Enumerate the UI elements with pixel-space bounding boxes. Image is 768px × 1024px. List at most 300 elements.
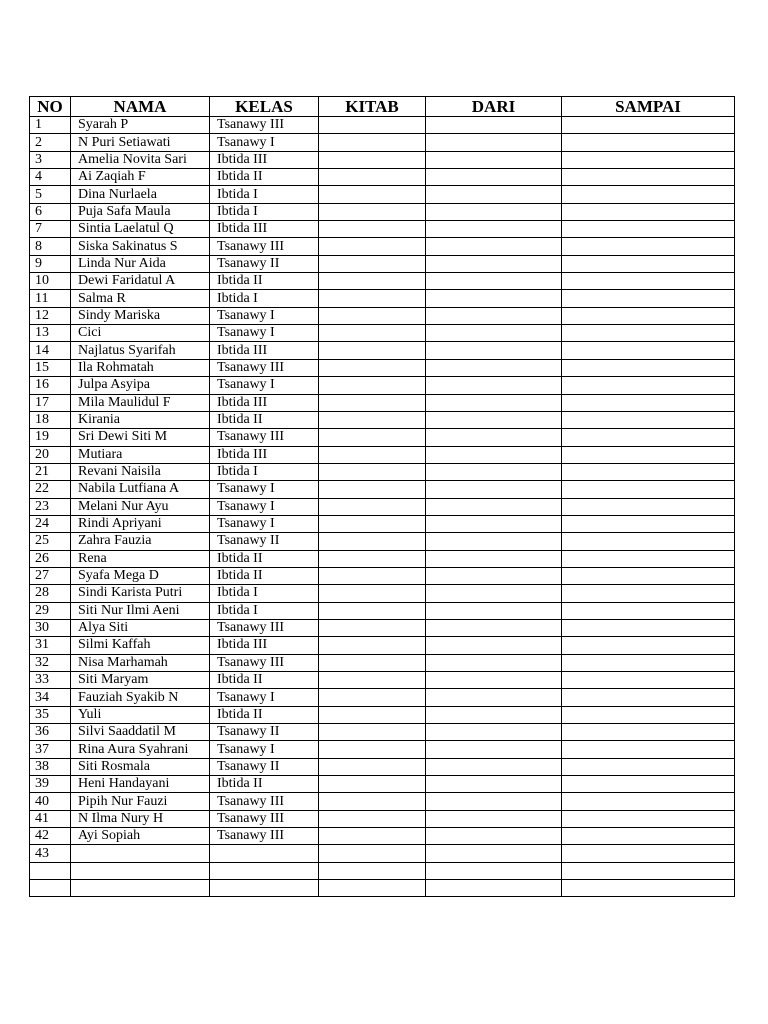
header-nama: NAMA [71, 97, 210, 117]
table-row [30, 724, 735, 741]
cell-kitab [319, 654, 426, 671]
table-row [30, 810, 735, 827]
cell-nama: Sindi Karista Putri [71, 585, 210, 602]
table-row [30, 550, 735, 567]
cell-sampai [562, 585, 735, 602]
cell-no: 22 [30, 481, 71, 498]
cell-kelas: Tsanawy II [210, 255, 319, 272]
cell-kitab [319, 845, 426, 862]
cell-kelas: Ibtida II [210, 411, 319, 428]
cell-sampai [562, 273, 735, 290]
header-no: NO [30, 97, 71, 117]
cell-sampai [562, 446, 735, 463]
table-row [30, 845, 735, 862]
table-row [30, 342, 735, 359]
cell-kitab [319, 567, 426, 584]
cell-nama: Silvi Saaddatil M [71, 724, 210, 741]
cell-kitab [319, 221, 426, 238]
cell-kelas: Ibtida II [210, 550, 319, 567]
cell-dari [426, 134, 562, 151]
cell-kitab [319, 342, 426, 359]
cell-nama [71, 862, 210, 879]
cell-sampai [562, 793, 735, 810]
cell-sampai [562, 706, 735, 723]
cell-no: 41 [30, 810, 71, 827]
table-row [30, 706, 735, 723]
cell-sampai [562, 533, 735, 550]
cell-kitab [319, 602, 426, 619]
cell-no: 30 [30, 619, 71, 636]
table-row [30, 654, 735, 671]
cell-nama: Dewi Faridatul A [71, 273, 210, 290]
table-row [30, 758, 735, 775]
header-dari: DARI [426, 97, 562, 117]
cell-nama: Heni Handayani [71, 776, 210, 793]
cell-no: 16 [30, 377, 71, 394]
cell-no: 3 [30, 151, 71, 168]
cell-kelas: Ibtida III [210, 446, 319, 463]
cell-kelas: Ibtida I [210, 463, 319, 480]
cell-sampai [562, 238, 735, 255]
cell-nama: Siska Sakinatus S [71, 238, 210, 255]
cell-kelas: Tsanawy III [210, 619, 319, 636]
cell-dari [426, 862, 562, 879]
cell-dari [426, 377, 562, 394]
table-row [30, 463, 735, 480]
cell-no: 5 [30, 186, 71, 203]
table-row [30, 411, 735, 428]
cell-dari [426, 550, 562, 567]
cell-dari [426, 429, 562, 446]
cell-dari [426, 724, 562, 741]
cell-nama [71, 845, 210, 862]
cell-sampai [562, 758, 735, 775]
cell-no: 32 [30, 654, 71, 671]
cell-no: 18 [30, 411, 71, 428]
cell-nama: Rindi Apriyani [71, 515, 210, 532]
cell-kelas: Ibtida II [210, 273, 319, 290]
cell-dari [426, 706, 562, 723]
cell-sampai [562, 776, 735, 793]
cell-dari [426, 845, 562, 862]
cell-kelas: Ibtida II [210, 706, 319, 723]
cell-sampai [562, 689, 735, 706]
cell-kelas: Ibtida II [210, 169, 319, 186]
cell-kelas: Tsanawy I [210, 689, 319, 706]
cell-kitab [319, 151, 426, 168]
cell-sampai [562, 567, 735, 584]
cell-no: 19 [30, 429, 71, 446]
table-row [30, 689, 735, 706]
cell-kelas: Ibtida I [210, 585, 319, 602]
header-kitab: KITAB [319, 97, 426, 117]
cell-dari [426, 342, 562, 359]
cell-no: 20 [30, 446, 71, 463]
cell-sampai [562, 307, 735, 324]
cell-dari [426, 689, 562, 706]
cell-kitab [319, 741, 426, 758]
cell-kelas: Tsanawy I [210, 481, 319, 498]
cell-sampai [562, 862, 735, 879]
cell-kitab [319, 429, 426, 446]
table-row [30, 637, 735, 654]
cell-kelas: Tsanawy I [210, 741, 319, 758]
cell-dari [426, 567, 562, 584]
cell-kitab [319, 585, 426, 602]
cell-kitab [319, 637, 426, 654]
cell-kelas: Tsanawy III [210, 359, 319, 376]
cell-sampai [562, 498, 735, 515]
cell-dari [426, 672, 562, 689]
cell-nama: Sri Dewi Siti M [71, 429, 210, 446]
cell-kelas: Tsanawy II [210, 758, 319, 775]
cell-kitab [319, 533, 426, 550]
cell-dari [426, 307, 562, 324]
cell-kitab [319, 810, 426, 827]
cell-sampai [562, 117, 735, 134]
cell-no: 17 [30, 394, 71, 411]
cell-nama: Salma R [71, 290, 210, 307]
cell-sampai [562, 550, 735, 567]
cell-dari [426, 498, 562, 515]
table-row [30, 255, 735, 272]
table-row [30, 117, 735, 134]
cell-kelas [210, 862, 319, 879]
roster-header [30, 97, 735, 117]
cell-dari [426, 117, 562, 134]
cell-dari [426, 602, 562, 619]
table-row [30, 221, 735, 238]
cell-nama: N Ilma Nury H [71, 810, 210, 827]
cell-nama: Siti Maryam [71, 672, 210, 689]
table-row [30, 446, 735, 463]
table-row [30, 325, 735, 342]
table-row [30, 862, 735, 879]
cell-sampai [562, 255, 735, 272]
cell-dari [426, 793, 562, 810]
cell-nama: Rena [71, 550, 210, 567]
cell-no: 11 [30, 290, 71, 307]
cell-no: 33 [30, 672, 71, 689]
cell-kelas: Ibtida III [210, 637, 319, 654]
cell-nama: Najlatus Syarifah [71, 342, 210, 359]
cell-kitab [319, 550, 426, 567]
header-row [30, 97, 735, 117]
cell-nama: Nisa Marhamah [71, 654, 210, 671]
cell-nama: Fauziah Syakib N [71, 689, 210, 706]
cell-kelas: Tsanawy I [210, 498, 319, 515]
table-row [30, 515, 735, 532]
table-row [30, 273, 735, 290]
cell-no: 36 [30, 724, 71, 741]
cell-dari [426, 515, 562, 532]
table-row [30, 880, 735, 897]
cell-sampai [562, 463, 735, 480]
cell-dari [426, 411, 562, 428]
table-row [30, 776, 735, 793]
cell-no: 40 [30, 793, 71, 810]
cell-sampai [562, 637, 735, 654]
cell-nama: Alya Siti [71, 619, 210, 636]
cell-no: 26 [30, 550, 71, 567]
cell-dari [426, 463, 562, 480]
cell-no: 4 [30, 169, 71, 186]
cell-kitab [319, 446, 426, 463]
cell-sampai [562, 810, 735, 827]
cell-no: 38 [30, 758, 71, 775]
cell-kelas: Tsanawy III [210, 828, 319, 845]
table-row [30, 238, 735, 255]
cell-sampai [562, 394, 735, 411]
cell-kelas: Tsanawy III [210, 654, 319, 671]
cell-nama: Silmi Kaffah [71, 637, 210, 654]
cell-sampai [562, 515, 735, 532]
table-row [30, 585, 735, 602]
cell-kitab [319, 706, 426, 723]
cell-kelas: Ibtida II [210, 672, 319, 689]
roster-table [29, 96, 735, 897]
cell-kelas: Tsanawy III [210, 793, 319, 810]
cell-kitab [319, 377, 426, 394]
cell-sampai [562, 481, 735, 498]
cell-dari [426, 880, 562, 897]
cell-nama: Pipih Nur Fauzi [71, 793, 210, 810]
cell-kelas: Ibtida III [210, 342, 319, 359]
table-row [30, 429, 735, 446]
cell-no: 28 [30, 585, 71, 602]
cell-sampai [562, 672, 735, 689]
cell-kitab [319, 134, 426, 151]
cell-no: 13 [30, 325, 71, 342]
cell-kitab [319, 672, 426, 689]
cell-nama: Cici [71, 325, 210, 342]
cell-kelas: Ibtida I [210, 186, 319, 203]
cell-no: 25 [30, 533, 71, 550]
table-row [30, 793, 735, 810]
cell-kitab [319, 619, 426, 636]
cell-kelas: Tsanawy III [210, 429, 319, 446]
cell-kitab [319, 758, 426, 775]
cell-nama: Julpa Asyipa [71, 377, 210, 394]
cell-no: 34 [30, 689, 71, 706]
cell-nama: Dina Nurlaela [71, 186, 210, 203]
cell-kitab [319, 776, 426, 793]
cell-no: 35 [30, 706, 71, 723]
table-row [30, 377, 735, 394]
cell-dari [426, 169, 562, 186]
cell-no: 21 [30, 463, 71, 480]
cell-dari [426, 325, 562, 342]
table-row [30, 290, 735, 307]
cell-no: 12 [30, 307, 71, 324]
cell-kitab [319, 515, 426, 532]
cell-dari [426, 619, 562, 636]
cell-dari [426, 394, 562, 411]
cell-kitab [319, 186, 426, 203]
cell-kelas: Tsanawy III [210, 117, 319, 134]
cell-no: 27 [30, 567, 71, 584]
cell-dari [426, 221, 562, 238]
cell-dari [426, 446, 562, 463]
table-row [30, 394, 735, 411]
cell-nama: Sintia Laelatul Q [71, 221, 210, 238]
table-row [30, 203, 735, 220]
table-row [30, 602, 735, 619]
cell-sampai [562, 741, 735, 758]
cell-sampai [562, 134, 735, 151]
cell-sampai [562, 411, 735, 428]
cell-sampai [562, 169, 735, 186]
cell-sampai [562, 359, 735, 376]
cell-kelas: Ibtida III [210, 151, 319, 168]
cell-sampai [562, 602, 735, 619]
table-row [30, 134, 735, 151]
cell-kitab [319, 203, 426, 220]
cell-sampai [562, 290, 735, 307]
cell-sampai [562, 828, 735, 845]
cell-dari [426, 585, 562, 602]
cell-kitab [319, 724, 426, 741]
cell-no: 14 [30, 342, 71, 359]
cell-sampai [562, 221, 735, 238]
cell-kitab [319, 880, 426, 897]
cell-nama: Ayi Sopiah [71, 828, 210, 845]
table-row [30, 481, 735, 498]
roster-body [30, 117, 735, 897]
cell-dari [426, 203, 562, 220]
cell-kitab [319, 238, 426, 255]
cell-kelas: Ibtida III [210, 394, 319, 411]
cell-sampai [562, 203, 735, 220]
cell-dari [426, 151, 562, 168]
cell-nama: N Puri Setiawati [71, 134, 210, 151]
cell-no: 39 [30, 776, 71, 793]
cell-nama: Zahra Fauzia [71, 533, 210, 550]
cell-dari [426, 828, 562, 845]
cell-no: 10 [30, 273, 71, 290]
cell-nama: Syafa Mega D [71, 567, 210, 584]
cell-kitab [319, 169, 426, 186]
cell-nama: Syarah P [71, 117, 210, 134]
cell-kelas: Tsanawy III [210, 810, 319, 827]
table-row [30, 567, 735, 584]
cell-sampai [562, 724, 735, 741]
cell-nama: Rina Aura Syahrani [71, 741, 210, 758]
cell-dari [426, 810, 562, 827]
cell-no: 6 [30, 203, 71, 220]
cell-kelas: Tsanawy II [210, 724, 319, 741]
cell-kitab [319, 411, 426, 428]
cell-dari [426, 481, 562, 498]
table-row [30, 151, 735, 168]
cell-nama: Ila Rohmatah [71, 359, 210, 376]
cell-nama: Mila Maulidul F [71, 394, 210, 411]
cell-no: 9 [30, 255, 71, 272]
cell-kitab [319, 359, 426, 376]
cell-kelas [210, 880, 319, 897]
table-row [30, 359, 735, 376]
cell-kitab [319, 290, 426, 307]
cell-sampai [562, 151, 735, 168]
cell-dari [426, 533, 562, 550]
cell-dari [426, 654, 562, 671]
cell-nama: Revani Naisila [71, 463, 210, 480]
cell-kelas: Ibtida II [210, 567, 319, 584]
table-row [30, 186, 735, 203]
cell-no: 15 [30, 359, 71, 376]
cell-kitab [319, 689, 426, 706]
cell-no: 31 [30, 637, 71, 654]
cell-no: 29 [30, 602, 71, 619]
cell-dari [426, 238, 562, 255]
cell-kelas: Ibtida I [210, 203, 319, 220]
cell-sampai [562, 377, 735, 394]
table-row [30, 741, 735, 758]
cell-kitab [319, 307, 426, 324]
cell-no: 23 [30, 498, 71, 515]
cell-nama: Linda Nur Aida [71, 255, 210, 272]
cell-sampai [562, 880, 735, 897]
cell-nama: Kirania [71, 411, 210, 428]
cell-kelas: Tsanawy I [210, 325, 319, 342]
cell-sampai [562, 654, 735, 671]
cell-nama: Nabila Lutfiana A [71, 481, 210, 498]
table-row [30, 619, 735, 636]
cell-no: 8 [30, 238, 71, 255]
cell-dari [426, 290, 562, 307]
cell-nama: Sindy Mariska [71, 307, 210, 324]
cell-no: 7 [30, 221, 71, 238]
table-row [30, 169, 735, 186]
cell-no: 43 [30, 845, 71, 862]
cell-kelas: Tsanawy I [210, 307, 319, 324]
cell-nama [71, 880, 210, 897]
cell-kitab [319, 793, 426, 810]
cell-dari [426, 776, 562, 793]
cell-nama: Siti Rosmala [71, 758, 210, 775]
cell-kelas: Tsanawy II [210, 533, 319, 550]
cell-sampai [562, 429, 735, 446]
cell-no [30, 862, 71, 879]
cell-nama: Ai Zaqiah F [71, 169, 210, 186]
cell-no [30, 880, 71, 897]
cell-sampai [562, 186, 735, 203]
cell-sampai [562, 845, 735, 862]
cell-sampai [562, 342, 735, 359]
table-row [30, 533, 735, 550]
cell-dari [426, 273, 562, 290]
cell-nama: Amelia Novita Sari [71, 151, 210, 168]
cell-kitab [319, 862, 426, 879]
cell-kelas [210, 845, 319, 862]
cell-no: 2 [30, 134, 71, 151]
cell-no: 1 [30, 117, 71, 134]
cell-kitab [319, 463, 426, 480]
cell-kelas: Tsanawy I [210, 134, 319, 151]
cell-dari [426, 186, 562, 203]
cell-kitab [319, 828, 426, 845]
cell-sampai [562, 619, 735, 636]
cell-kitab [319, 481, 426, 498]
table-row [30, 498, 735, 515]
cell-no: 42 [30, 828, 71, 845]
cell-nama: Mutiara [71, 446, 210, 463]
cell-nama: Melani Nur Ayu [71, 498, 210, 515]
cell-kelas: Tsanawy I [210, 377, 319, 394]
cell-kelas: Tsanawy I [210, 515, 319, 532]
cell-sampai [562, 325, 735, 342]
cell-kelas: Ibtida I [210, 602, 319, 619]
